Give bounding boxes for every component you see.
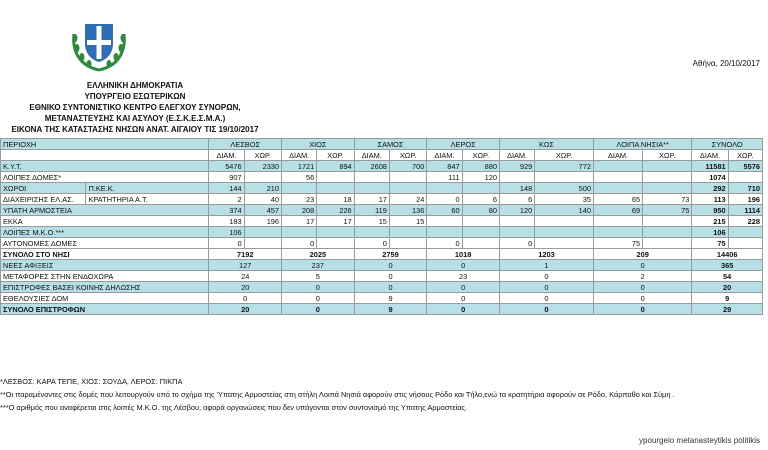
table-cell (282, 227, 317, 238)
total-cell: 7192 (209, 249, 282, 260)
island-header: ΛΟΙΠΑ ΝΗΣΙΑ** (593, 139, 691, 150)
table-cell (593, 161, 642, 172)
table-cell (427, 183, 462, 194)
table-cell (317, 238, 354, 249)
table-cell: 1074 (692, 172, 728, 183)
subheader-xor: ΧΩΡ. (317, 150, 354, 161)
greek-emblem-logo (68, 12, 130, 74)
table-cell: 65 (593, 194, 642, 205)
table-cell (462, 216, 499, 227)
total-cell: 29 (692, 304, 763, 315)
table-cell: 5476 (209, 161, 244, 172)
table-cell: 140 (535, 205, 594, 216)
row-label: Κ.Υ.Τ. (1, 161, 209, 172)
table-cell: 120 (499, 205, 534, 216)
subheader-diam: ΔΙΑΜ. (282, 150, 317, 161)
header-line: ΕΘΝΙΚΟ ΣΥΝΤΟΝΙΣΤΙΚΟ ΚΕΝΤΡΟ ΕΛΕΓΧΟΥ ΣΥΝΟΡΩΝ, (29, 103, 241, 112)
row-label: ΔΙΑΧΕΙΡΙΣΗΣ ΕΛ.ΑΣ. (1, 194, 86, 205)
flow-cell: 237 (282, 260, 355, 271)
row-label: ΛΟΙΠΕΣ Μ.Κ.Ο.*** (1, 227, 209, 238)
table-cell: 0 (499, 238, 534, 249)
footnote: ***Ο αριθμός που αναφέρεται στις λοιπές Μ.Κ.Ο. της Λέσβου, αφορά οργανώσεις που δεν υπάγονται στον συντονισμό της Υπατης Αρμοστείας. (0, 403, 468, 412)
table-cell (282, 183, 317, 194)
row-label: ΣΥΝΟΛΟ ΣΤΟ ΝΗΣΙ (1, 249, 209, 260)
flow-cell: 24 (209, 271, 282, 282)
footnote: *ΛΕΣΒΟΣ: ΚΑΡΑ ΤΕΠΕ, ΧΙΟΣ: ΣΟΥΔΑ, ΛΕΡΟΣ: ΠΙΚΠΑ (0, 377, 183, 386)
table-cell: 710 (728, 183, 762, 194)
table-cell: 144 (209, 183, 244, 194)
table-cell: 75 (593, 238, 642, 249)
flow-cell: 5 (282, 271, 355, 282)
table-cell: 69 (593, 205, 642, 216)
table-cell (728, 227, 762, 238)
flow-cell: 23 (427, 271, 500, 282)
table-cell: 111 (427, 172, 462, 183)
total-cell: 1203 (499, 249, 593, 260)
table-cell: 106 (692, 227, 728, 238)
flow-row (1, 293, 763, 304)
flow-cell: 0 (593, 282, 691, 293)
table-cell (593, 227, 642, 238)
table-cell (354, 183, 389, 194)
table-cell (389, 227, 426, 238)
table-cell (643, 161, 692, 172)
table-cell: 6 (462, 194, 499, 205)
subheader-xor: ΧΩΡ. (389, 150, 426, 161)
table-cell (427, 227, 462, 238)
total-cell: 209 (593, 249, 691, 260)
table-cell: 17 (282, 216, 317, 227)
row-label: ΜΕΤΑΦΟΡΕΣ ΣΤΗΝ ΕΝΔΟΧΩΡΑ (1, 271, 209, 282)
total-cell: 9 (354, 304, 427, 315)
table-cell (317, 172, 354, 183)
flow-cell: 0 (593, 293, 691, 304)
table-cell (462, 227, 499, 238)
table-cell (462, 183, 499, 194)
table-cell (354, 227, 389, 238)
footnotes (0, 375, 675, 414)
table-cell: 907 (209, 172, 244, 183)
total-cell: 0 (499, 304, 593, 315)
table-cell: 80 (462, 205, 499, 216)
table-cell: 56 (282, 172, 317, 183)
table-cell: 73 (643, 194, 692, 205)
island-header: ΣΥΝΟΛΟ (692, 139, 763, 150)
flow-cell: 0 (209, 293, 282, 304)
table-cell: 119 (354, 205, 389, 216)
table-subheader-row (1, 150, 763, 161)
table-cell: 208 (282, 205, 317, 216)
table-cell: 18 (317, 194, 354, 205)
table-cell: 183 (209, 216, 244, 227)
flow-cell: 0 (499, 282, 593, 293)
table-cell (427, 216, 462, 227)
table-cell (244, 227, 281, 238)
table-cell: 0 (354, 238, 389, 249)
table-cell: 136 (389, 205, 426, 216)
table-cell (535, 227, 594, 238)
total-cell: 14406 (692, 249, 763, 260)
row-label: ΑΥΤΟΝΟΜΕΣ ΔΟΜΕΣ (1, 238, 209, 249)
table-cell: 106 (209, 227, 244, 238)
table-cell: 215 (692, 216, 728, 227)
table-row (1, 194, 763, 205)
island-header: ΣΑΜΟΣ (354, 139, 427, 150)
table-cell: 772 (535, 161, 594, 172)
table-cell (535, 172, 594, 183)
row-label: ΧΩΡΟΙ (1, 183, 86, 194)
flow-cell: 1 (499, 260, 593, 271)
island-header: ΚΩΣ (499, 139, 593, 150)
table-cell: 292 (692, 183, 728, 194)
table-cell: 457 (244, 205, 281, 216)
flow-row (1, 271, 763, 282)
total-cell: 0 (593, 304, 691, 315)
flow-cell: 9 (354, 293, 427, 304)
table-cell (499, 227, 534, 238)
table-cell: 24 (389, 194, 426, 205)
table-cell: 700 (389, 161, 426, 172)
table-cell (389, 172, 426, 183)
row-label: ΛΟΙΠΕΣ ΔΟΜΕΣ* (1, 172, 209, 183)
flow-cell: 0 (354, 282, 427, 293)
table-cell: 35 (535, 194, 594, 205)
table-cell: 17 (354, 194, 389, 205)
table-cell (728, 172, 762, 183)
flow-cell: 0 (282, 293, 355, 304)
table-cell (643, 238, 692, 249)
table-cell: 2330 (244, 161, 281, 172)
row-label: ΝΕΕΣ ΑΦΙΞΕΙΣ (1, 260, 209, 271)
table-cell (462, 238, 499, 249)
subheader-xor: ΧΩΡ. (643, 150, 692, 161)
table-cell (593, 216, 642, 227)
subheader-xor: ΧΩΡ. (462, 150, 499, 161)
table-cell: 500 (535, 183, 594, 194)
table-row (1, 227, 763, 238)
table-cell: 75 (643, 205, 692, 216)
image-credit: ypourgeio metanasteytikis politikis (639, 436, 760, 445)
flow-cell: 2 (593, 271, 691, 282)
table-cell (535, 216, 594, 227)
table-row (1, 216, 763, 227)
flow-cell: 9 (692, 293, 763, 304)
table-cell (317, 183, 354, 194)
table-cell: 15 (354, 216, 389, 227)
table-cell: 226 (317, 205, 354, 216)
table-cell: 5576 (728, 161, 762, 172)
table-cell (535, 238, 594, 249)
table-cell: 60 (427, 205, 462, 216)
flow-cell: 0 (427, 260, 500, 271)
document-date: Αθήνα, 20/10/2017 (692, 59, 760, 68)
table-cell: 0 (427, 238, 462, 249)
table-cell (643, 183, 692, 194)
table-header-row (1, 139, 763, 150)
header-line: ΕΛΛΗΝΙΚΗ ΔΗΜΟΚΡΑΤΙΑ (86, 81, 184, 90)
flow-row (1, 260, 763, 271)
subheader-diam: ΔΙΑΜ. (499, 150, 534, 161)
table-cell (354, 172, 389, 183)
total-subheader: ΔΙΑΜ. (692, 150, 728, 161)
table-cell: 196 (244, 216, 281, 227)
header-line: ΜΕΤΑΝΑΣΤΕΥΣΗΣ ΚΑΙ ΑΣΥΛΟΥ (Ε.Σ.Κ.Ε.Σ.Μ.Α.) (44, 114, 226, 123)
total-cell: 1018 (427, 249, 500, 260)
table-cell (389, 238, 426, 249)
table-cell: 0 (427, 194, 462, 205)
table-cell (244, 172, 281, 183)
total-cell: 20 (209, 304, 282, 315)
region-header: ΠΕΡΙΟΧΗ (1, 139, 209, 150)
table-row (1, 238, 763, 249)
row-label: ΕΠΙΣΤΡΟΦΕΣ ΒΑΣΕΙ ΚΟΙΝΗΣ ΔΗΛΩΣΗΣ (1, 282, 209, 293)
total-cell: 0 (282, 304, 355, 315)
total-cell: 2759 (354, 249, 427, 260)
total-cell: 2025 (282, 249, 355, 260)
table-cell (593, 172, 642, 183)
table-cell (643, 172, 692, 183)
row-label: ΕΘΕΛΟΥΣΙΕΣ ΔΟΜ (1, 293, 209, 304)
table-cell: 374 (209, 205, 244, 216)
table-cell (389, 183, 426, 194)
subheader-diam: ΔΙΑΜ. (593, 150, 642, 161)
returns-total-row (1, 304, 763, 315)
flow-cell: 0 (499, 271, 593, 282)
total-subheader: ΧΩΡ. (728, 150, 762, 161)
table-cell: 113 (692, 194, 728, 205)
table-cell (317, 227, 354, 238)
table-cell: 950 (692, 205, 728, 216)
table-cell (499, 172, 534, 183)
table-cell: 196 (728, 194, 762, 205)
table-cell: 11581 (692, 161, 728, 172)
table-cell: 148 (499, 183, 534, 194)
row-label: ΕΚΚΑ (1, 216, 209, 227)
table-cell: 1114 (728, 205, 762, 216)
row-label: ΥΠΑΤΗ ΑΡΜΟΣΤΕΙΑ (1, 205, 209, 216)
table-row (1, 172, 763, 183)
flow-cell: 0 (593, 260, 691, 271)
flow-cell: 365 (692, 260, 763, 271)
header-line: ΥΠΟΥΡΓΕΙΟ ΕΣΩΤΕΡΙΚΩΝ (84, 92, 186, 101)
table-cell: 1721 (282, 161, 317, 172)
row-sublabel: Π.ΚΕ.Κ. (86, 183, 209, 194)
island-header: ΛΕΡΟΣ (427, 139, 500, 150)
flow-cell: 20 (209, 282, 282, 293)
flow-cell: 0 (354, 260, 427, 271)
table-cell: 894 (317, 161, 354, 172)
subheader-diam: ΔΙΑΜ. (427, 150, 462, 161)
table-cell: 0 (209, 238, 244, 249)
total-cell: 0 (427, 304, 500, 315)
flow-cell: 20 (692, 282, 763, 293)
table-row (1, 205, 763, 216)
island-total-row (1, 249, 763, 260)
table-row (1, 161, 763, 172)
table-cell: 75 (692, 238, 728, 249)
empty-cell (1, 150, 209, 161)
row-label: ΣΥΝΟΛΟ ΕΠΙΣΤΡΟΦΩΝ (1, 304, 209, 315)
table-cell (499, 216, 534, 227)
document-header (0, 80, 270, 135)
table-cell (244, 238, 281, 249)
subheader-xor: ΧΩΡ. (535, 150, 594, 161)
footnote: **Οι παραμένοντες στις δομές που λειτουργούν υπό το σχήμα της Ύπατης Αρμοστείας στη στήλη Λοιπά Νησιά αφορούν στις νήσους Ρόδο και Τήλο,ενώ τα κρατητήρια αφορούν σε Ρόδο, Κάρπαθο και Σύμη . (0, 390, 675, 399)
table-cell: 210 (244, 183, 281, 194)
island-header: ΧΙΟΣ (282, 139, 355, 150)
header-line: ΕΙΚΟΝΑ ΤΗΣ ΚΑΤΑΣΤΑΣΗΣ ΝΗΣΩΝ ΑΝΑΤ. ΑΙΓΑΙΟΥ ΤΙΣ 19/10/2017 (11, 125, 259, 134)
flow-cell: 0 (499, 293, 593, 304)
flow-cell: 0 (354, 271, 427, 282)
table-cell: 2608 (354, 161, 389, 172)
table-cell (593, 183, 642, 194)
flow-cell: 0 (427, 282, 500, 293)
islands-status-table (0, 138, 763, 315)
flow-cell: 127 (209, 260, 282, 271)
table-cell: 120 (462, 172, 499, 183)
table-cell: 40 (244, 194, 281, 205)
table-cell: 2 (209, 194, 244, 205)
table-cell (728, 238, 762, 249)
table-cell: 847 (427, 161, 462, 172)
subheader-diam: ΔΙΑΜ. (354, 150, 389, 161)
table-cell: 228 (728, 216, 762, 227)
table-cell: 6 (499, 194, 534, 205)
table-cell: 15 (389, 216, 426, 227)
table-cell: 929 (499, 161, 534, 172)
flow-row (1, 282, 763, 293)
table-cell: 23 (282, 194, 317, 205)
island-header: ΛΕΣΒΟΣ (209, 139, 282, 150)
flow-cell: 0 (282, 282, 355, 293)
flow-cell: 54 (692, 271, 763, 282)
table-cell: 880 (462, 161, 499, 172)
subheader-xor: ΧΩΡ. (244, 150, 281, 161)
table-cell (643, 216, 692, 227)
subheader-diam: ΔΙΑΜ. (209, 150, 244, 161)
table-row (1, 183, 763, 194)
flow-cell: 0 (427, 293, 500, 304)
table-cell: 17 (317, 216, 354, 227)
table-cell: 0 (282, 238, 317, 249)
row-sublabel: ΚΡΑΤΗΤΗΡΙΑ Α.Τ. (86, 194, 209, 205)
table-cell (643, 227, 692, 238)
